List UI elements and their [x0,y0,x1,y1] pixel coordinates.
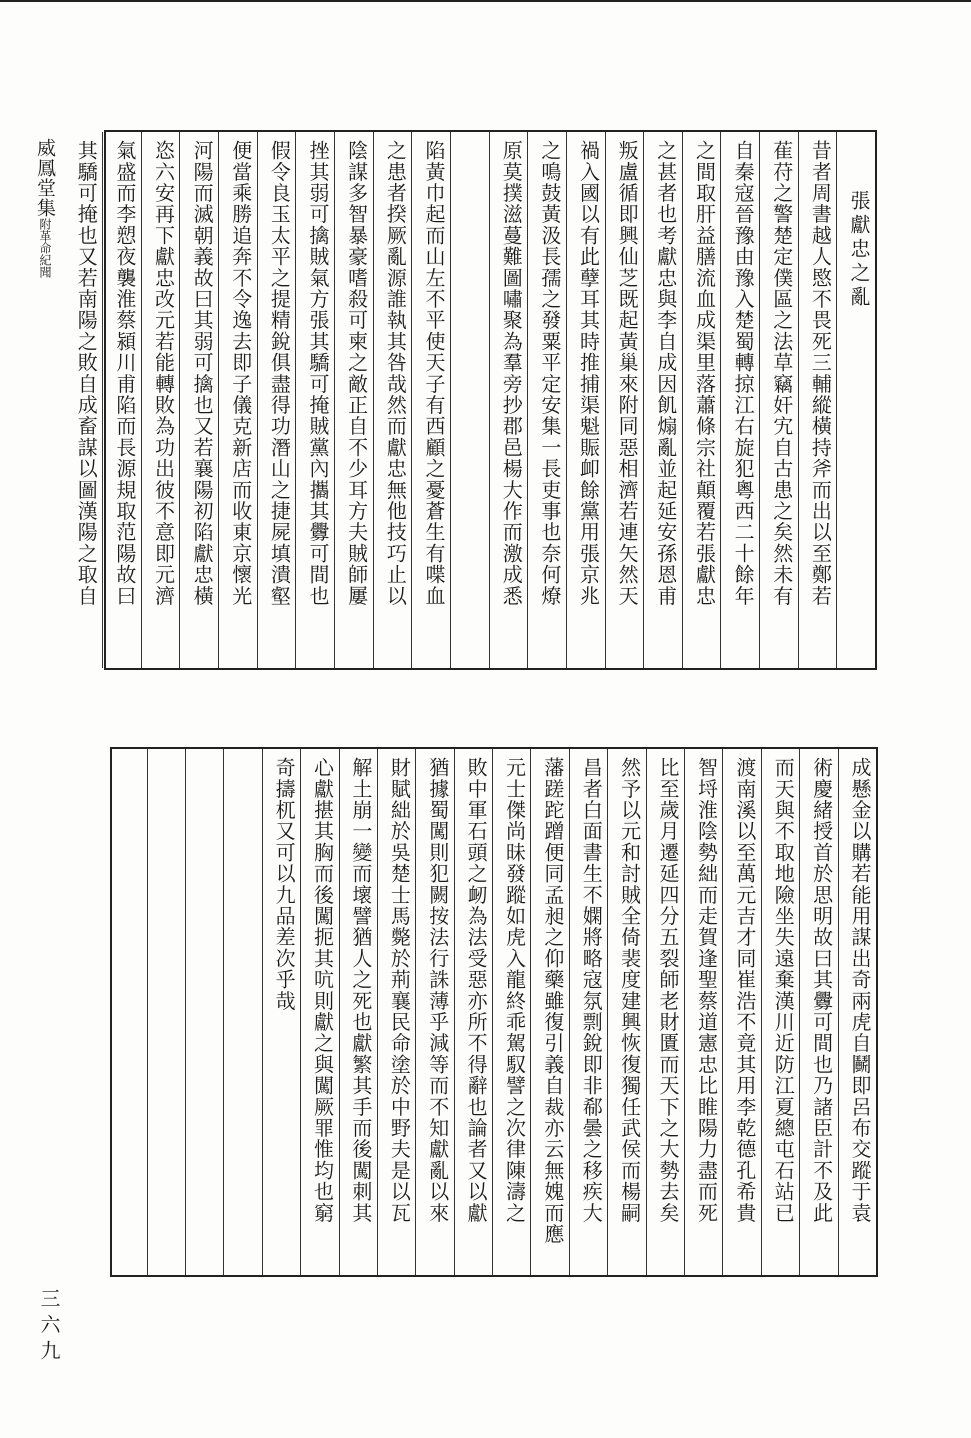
top-border-rule [0,0,971,2]
blank-column [223,749,261,1275]
text-column: 之間取肝益膳流血成渠里落蕭條宗社顛覆若張獻忠 [682,132,721,668]
text-column: 奇擣杌又可以九品差次乎哉 [262,749,300,1275]
text-column: 智埒淮陰勢絀而走賀逢聖蔡道憲忠比睢陽力盡而死 [684,749,722,1275]
text-column: 叛盧循即興仙芝既起黃巢來附同惡相濟若連矢然天 [605,132,644,668]
text-column: 之甚者也考獻忠與李自成因飢煽亂並起延安孫恩甫 [643,132,682,668]
text-column: 便當乘勝追奔不令逸去即子儀克新店而收東京懷光 [218,132,257,668]
text-column: 河陽而滅朝義故曰其弱可擒也又若襄陽初陷獻忠橫 [179,132,218,668]
upper-text-panel [74,130,877,670]
text-column: 禍入國以有此孽耳其時推捕渠魁賑卹餘黨用張京兆 [566,132,605,668]
blank-column [108,749,146,1275]
blank-column [450,132,489,668]
text-column: 萑苻之警楚定僕區之法草竊奸宄自古患之矣然未有 [759,132,798,668]
text-column: 昌者白面書生不嫻將略寇氛剽銳即非郗曇之移疾大 [569,749,607,1275]
text-column: 解土崩一變而壞譬猶人之死也獻繁其手而後闖刺其 [339,749,377,1275]
running-head [30,138,60,278]
text-column: 心獻揕其胸而後闖扼其吭則獻之與闖厥罪惟均也窮 [300,749,338,1275]
text-column: 之鳴鼓黃汲長孺之發粟平定安集一長吏事也奈何燎 [527,132,566,668]
text-column: 其驕可掩也又若南陽之敗自成畜謀以圖漢陽之取自 [74,140,99,607]
blank-column [147,749,185,1275]
text-column: 陷黃巾起而山左不平使天子有西顧之憂蒼生有喋血 [411,132,450,668]
text-column: 原莫撲滋蔓難圖嘯聚為羣旁抄郡邑楊大作而激成悉 [489,132,528,668]
text-column: 渡南溪以至萬元吉才同崔浩不竟其用李乾德孔希貴 [722,749,760,1275]
page-number: 三六九 [37,1288,61,1366]
section-title: 張獻忠之亂 [836,132,875,668]
text-column: 藩蹉跎蹭便同孟昶之仰藥雖復引義自裁亦云無媿而應 [530,749,568,1275]
text-column: 假令良玉太平之提精銳俱盡得功潛山之捷屍填潰壑 [257,132,296,668]
text-column: 之患者揆厥亂源誰執其咎哉然而獻忠無他技巧止以 [373,132,412,668]
text-column: 術慶緒授首於思明故曰其釁可間也乃諸臣計不及此 [799,749,837,1275]
text-column: 陰謀多智暴豪嗜殺可柬之敵正自不少耳方夫賊師屢 [334,132,373,668]
text-column: 財賦絀於吳楚士馬斃於荊襄民命塗於中野夫是以瓦 [377,749,415,1275]
text-column: 而天與不取地險坐失遠棄漢川近防江夏總屯石站已 [761,749,799,1275]
text-column: 元士傑尚昧發蹤如虎入龍終乖駕馭譬之次律陳濤之 [492,749,530,1275]
text-column: 自秦寇晉豫由豫入楚蜀轉掠江右旋犯粵西二十餘年 [720,132,759,668]
book-subtitle: 附革命紀聞 [38,218,52,278]
book-title: 威鳳堂集 [34,138,56,218]
blank-column [185,749,223,1275]
text-column: 成懸金以購若能用謀出奇兩虎自鬭即呂布交蹤于袁 [838,749,876,1275]
text-column: 比至歲月遷延四分五裂師老財匱而天下之大勢去矣 [646,749,684,1275]
text-column: 猶據蜀闖則犯闕按法行誅薄乎減等而不知獻亂以來 [415,749,453,1275]
text-column: 恣六安再下獻忠改元若能轉敗為功出彼不意即元濟 [141,132,180,668]
text-column: 氣盛而李愬夜襲淮蔡潁川甫陷而長源規取范陽故曰 [102,132,141,668]
text-column: 昔者周書越人愍不畏死三輔縱橫持斧而出以至鄭若 [798,132,837,668]
text-column: 敗中軍石頭之衂為法受惡亦所不得辭也論者又以獻 [454,749,492,1275]
text-column: 挫其弱可擒賊氣方張其驕可掩賊黨內攜其釁可間也 [295,132,334,668]
lower-text-panel [110,747,878,1277]
text-column: 然予以元和討賊全倚裴度建興恢復獨任武侯而楊嗣 [607,749,645,1275]
